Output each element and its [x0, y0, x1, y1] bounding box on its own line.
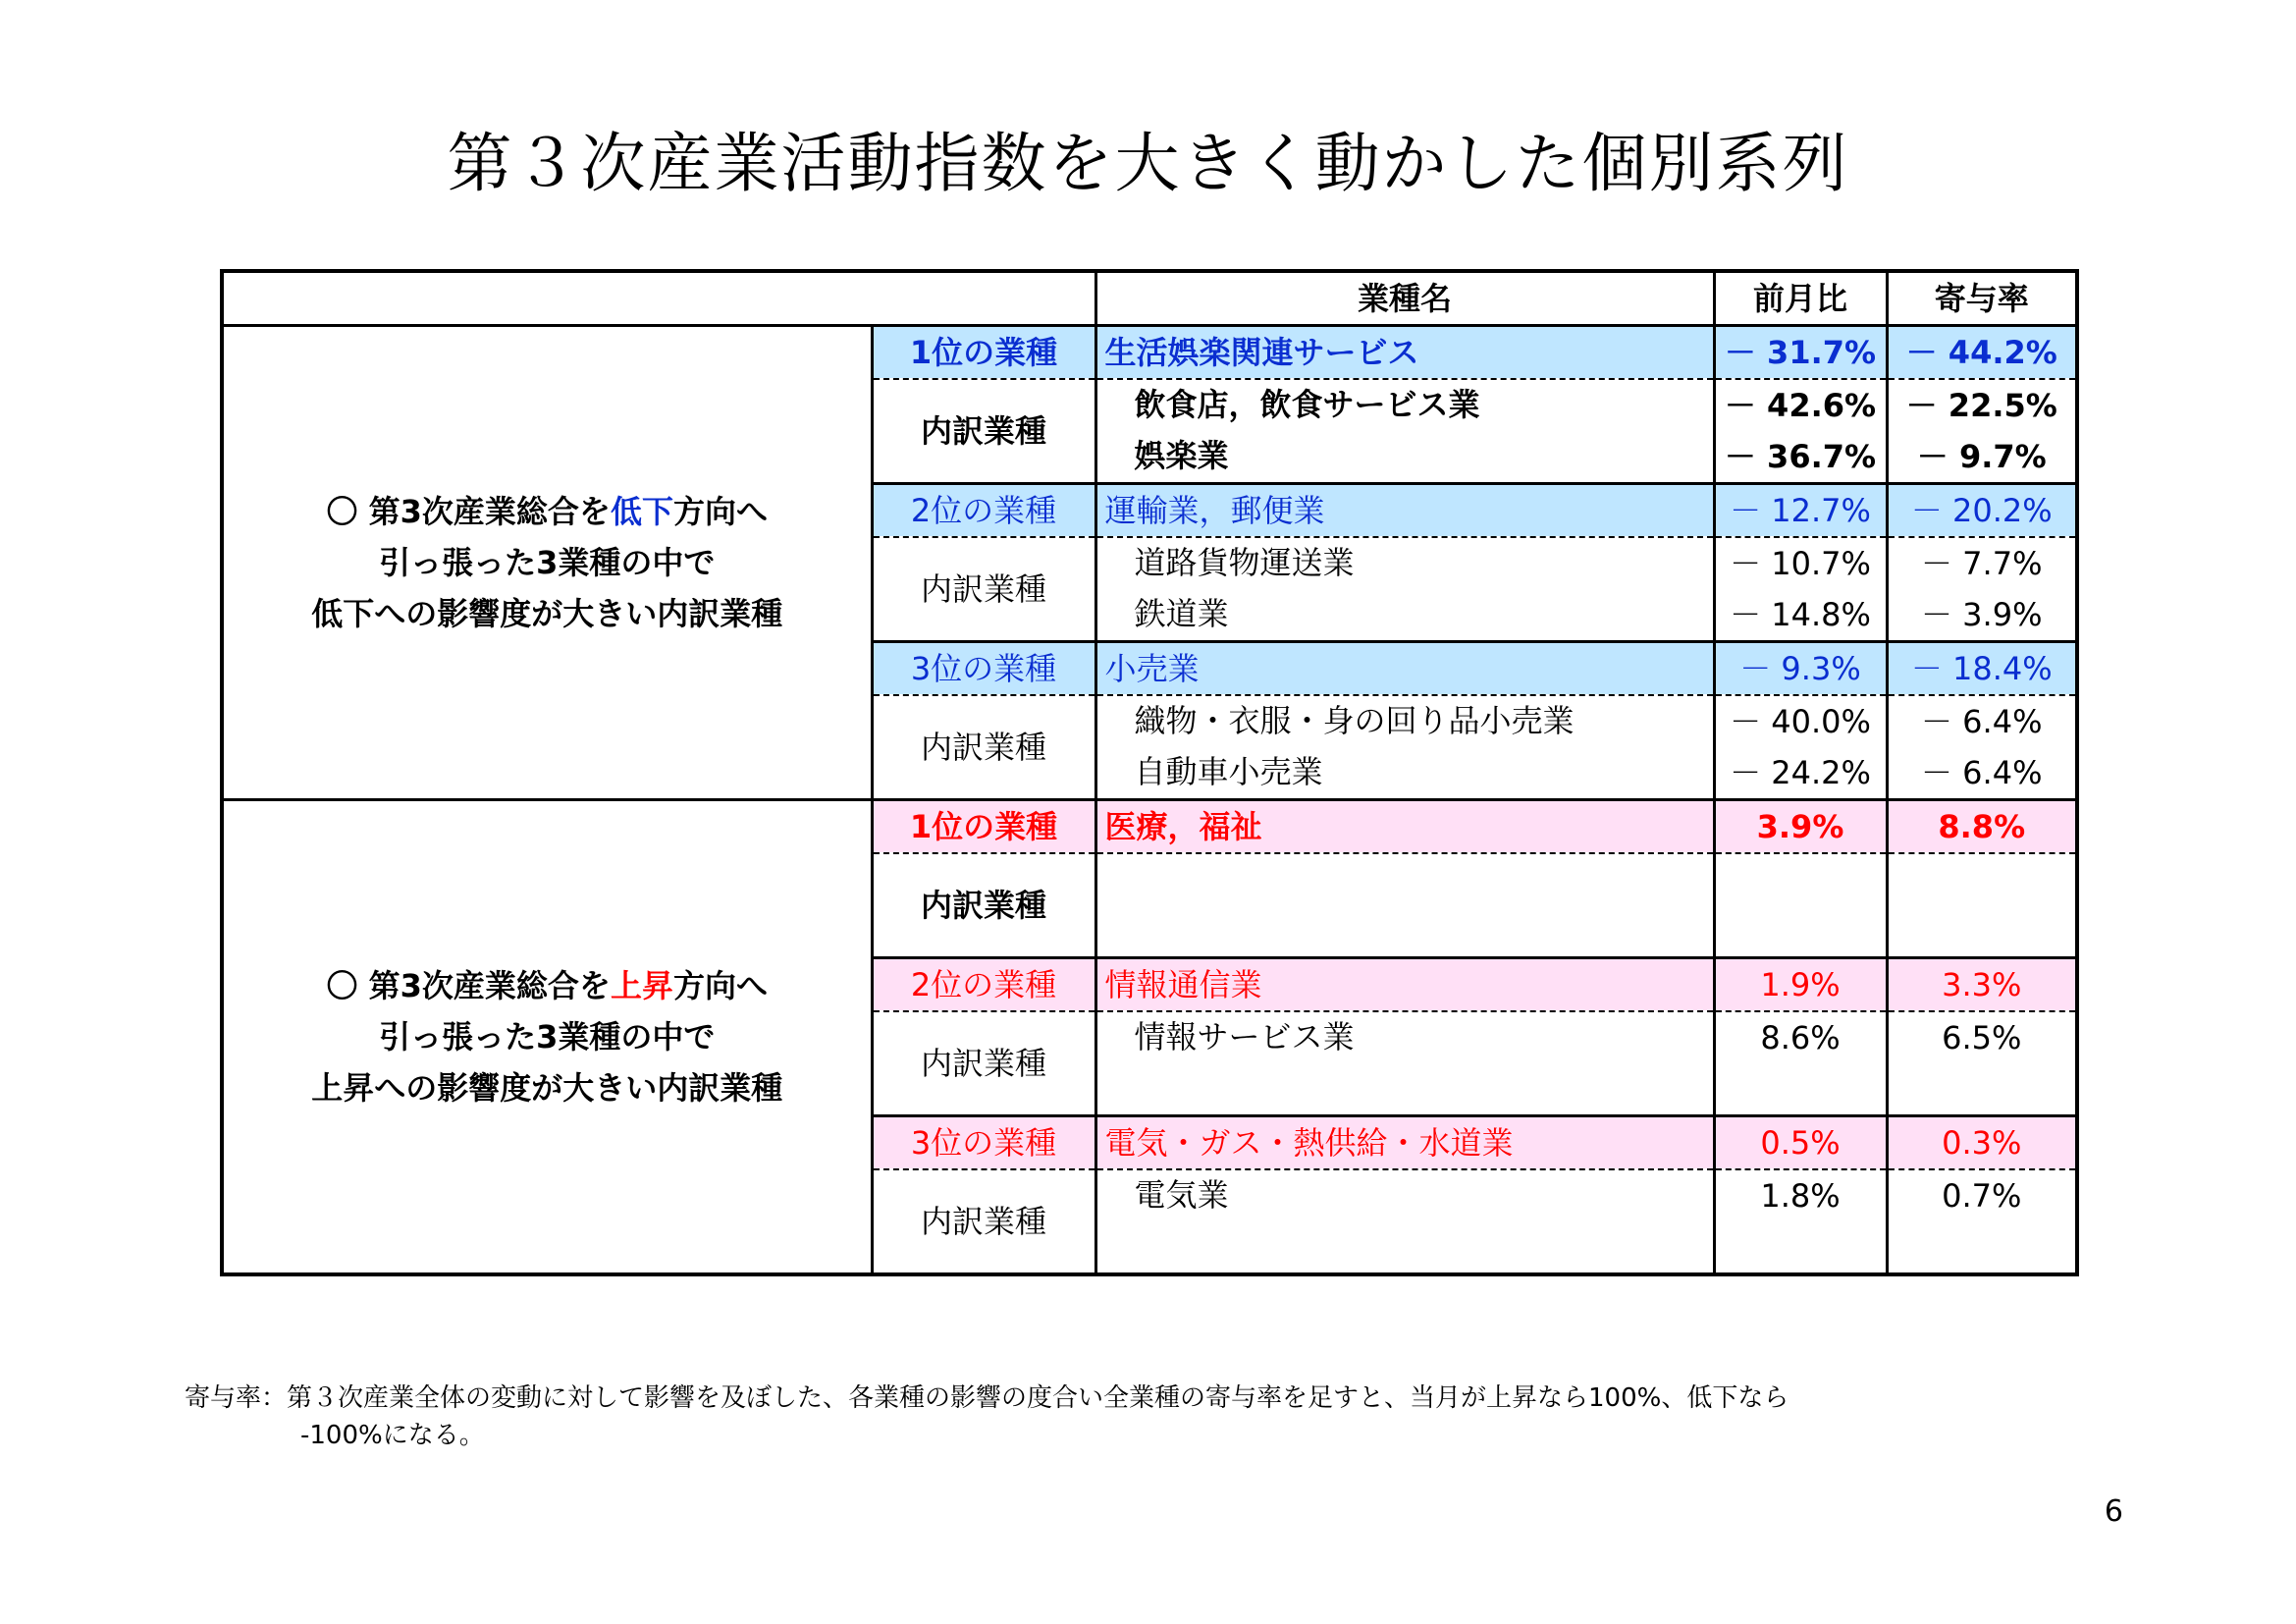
- rank-label: 3位の業種: [872, 1116, 1095, 1170]
- detail-mom: 8.6%: [1714, 1011, 1887, 1063]
- detail-name: 娯楽業: [1095, 431, 1714, 484]
- sector-mom: 1.9%: [1714, 958, 1887, 1012]
- sector-row: [222, 326, 2077, 380]
- detail-mom-empty: [1714, 1221, 1887, 1274]
- sub-label: 内訳業種: [872, 695, 1095, 800]
- sector-name: 情報通信業: [1095, 958, 1714, 1012]
- header-mom: 前月比: [1714, 271, 1887, 326]
- sector-row: [222, 800, 2077, 854]
- footnote-line2: -100%になる。: [300, 1421, 485, 1450]
- detail-contribution: － 7.7%: [1887, 537, 2077, 589]
- rank-label: 1位の業種: [872, 326, 1095, 380]
- footnote-line1: 寄与率：第３次産業全体の変動に対して影響を及ぼした、各業種の影響の度合い全業種の寄与率を足すと、当月が上昇なら100%、低下なら: [185, 1383, 1789, 1413]
- detail-name: 飲食店，飲食サービス業: [1095, 379, 1714, 431]
- detail-contribution: － 6.4%: [1887, 747, 2077, 800]
- detail-mom: － 10.7%: [1714, 537, 1887, 589]
- sector-mom: － 31.7%: [1714, 326, 1887, 380]
- detail-contribution-empty: [1887, 905, 2077, 958]
- footnote: [185, 1380, 1789, 1454]
- detail-contribution: 6.5%: [1887, 1011, 2077, 1063]
- detail-contribution: － 6.4%: [1887, 695, 2077, 747]
- detail-name: 情報サービス業: [1095, 1011, 1714, 1063]
- rank-label: 2位の業種: [872, 958, 1095, 1012]
- sector-name: 小売業: [1095, 642, 1714, 696]
- header-row: [222, 271, 2077, 326]
- detail-mom-empty: [1714, 853, 1887, 905]
- page-title: 第３次産業活動指数を大きく動かした個別系列: [447, 126, 1849, 201]
- group-desc-line1: 〇 第3次産業総合を低下方向へ: [326, 493, 768, 530]
- sector-mom: － 9.3%: [1714, 642, 1887, 696]
- sector-contribution: 3.3%: [1887, 958, 2077, 1012]
- detail-name: 鉄道業: [1095, 589, 1714, 642]
- sub-label: 内訳業種: [872, 379, 1095, 484]
- detail-mom-empty: [1714, 905, 1887, 958]
- sector-contribution: － 20.2%: [1887, 484, 2077, 538]
- detail-contribution-empty: [1887, 853, 2077, 905]
- detail-name-empty: [1095, 905, 1714, 958]
- header-contribution: 寄与率: [1887, 271, 2077, 326]
- rank-label: 1位の業種: [872, 800, 1095, 854]
- rank-label: 2位の業種: [872, 484, 1095, 538]
- detail-contribution: － 3.9%: [1887, 589, 2077, 642]
- highlight-decline: 低下: [610, 493, 673, 530]
- detail-mom: － 42.6%: [1714, 379, 1887, 431]
- group-desc-line2: 引っ張った3業種の中で: [379, 544, 716, 581]
- sector-contribution: － 44.2%: [1887, 326, 2077, 380]
- detail-name: 織物・衣服・身の回り品小売業: [1095, 695, 1714, 747]
- sector-mom: 0.5%: [1714, 1116, 1887, 1170]
- detail-mom: － 24.2%: [1714, 747, 1887, 800]
- highlight-rise: 上昇: [610, 967, 673, 1004]
- page-number: 6: [2104, 1494, 2123, 1529]
- sector-mom: 3.9%: [1714, 800, 1887, 854]
- group-desc-line1: 〇 第3次産業総合を上昇方向へ: [326, 967, 768, 1004]
- detail-contribution-empty: [1887, 1221, 2077, 1274]
- sub-label: 内訳業種: [872, 1011, 1095, 1116]
- sector-contribution: 8.8%: [1887, 800, 2077, 854]
- sub-label: 内訳業種: [872, 1169, 1095, 1274]
- industry-table: [220, 269, 2079, 1276]
- sector-contribution: － 18.4%: [1887, 642, 2077, 696]
- detail-mom: － 36.7%: [1714, 431, 1887, 484]
- sector-name: 医療，福祉: [1095, 800, 1714, 854]
- detail-mom-empty: [1714, 1063, 1887, 1116]
- detail-contribution: － 22.5%: [1887, 379, 2077, 431]
- sector-contribution: 0.3%: [1887, 1116, 2077, 1170]
- group-desc-line2: 引っ張った3業種の中で: [379, 1018, 716, 1056]
- detail-name-empty: [1095, 1063, 1714, 1116]
- detail-mom: － 14.8%: [1714, 589, 1887, 642]
- group-description-decline: [222, 326, 872, 800]
- detail-mom: － 40.0%: [1714, 695, 1887, 747]
- detail-name: 道路貨物運送業: [1095, 537, 1714, 589]
- detail-contribution-empty: [1887, 1063, 2077, 1116]
- detail-contribution: 0.7%: [1887, 1169, 2077, 1221]
- sector-mom: － 12.7%: [1714, 484, 1887, 538]
- sub-label: 内訳業種: [872, 853, 1095, 958]
- detail-name: 電気業: [1095, 1169, 1714, 1221]
- detail-name-empty: [1095, 853, 1714, 905]
- detail-name: 自動車小売業: [1095, 747, 1714, 800]
- header-blank: [222, 271, 1095, 326]
- sub-label: 内訳業種: [872, 537, 1095, 642]
- group-description-rise: [222, 800, 872, 1275]
- header-name: 業種名: [1095, 271, 1714, 326]
- rank-label: 3位の業種: [872, 642, 1095, 696]
- group-desc-line3: 上昇への影響度が大きい内訳業種: [311, 1069, 783, 1107]
- sector-name: 生活娯楽関連サービス: [1095, 326, 1714, 380]
- sector-name: 電気・ガス・熱供給・水道業: [1095, 1116, 1714, 1170]
- group-desc-line3: 低下への影響度が大きい内訳業種: [311, 595, 783, 632]
- detail-contribution: － 9.7%: [1887, 431, 2077, 484]
- sector-name: 運輸業，郵便業: [1095, 484, 1714, 538]
- detail-name-empty: [1095, 1221, 1714, 1274]
- detail-mom: 1.8%: [1714, 1169, 1887, 1221]
